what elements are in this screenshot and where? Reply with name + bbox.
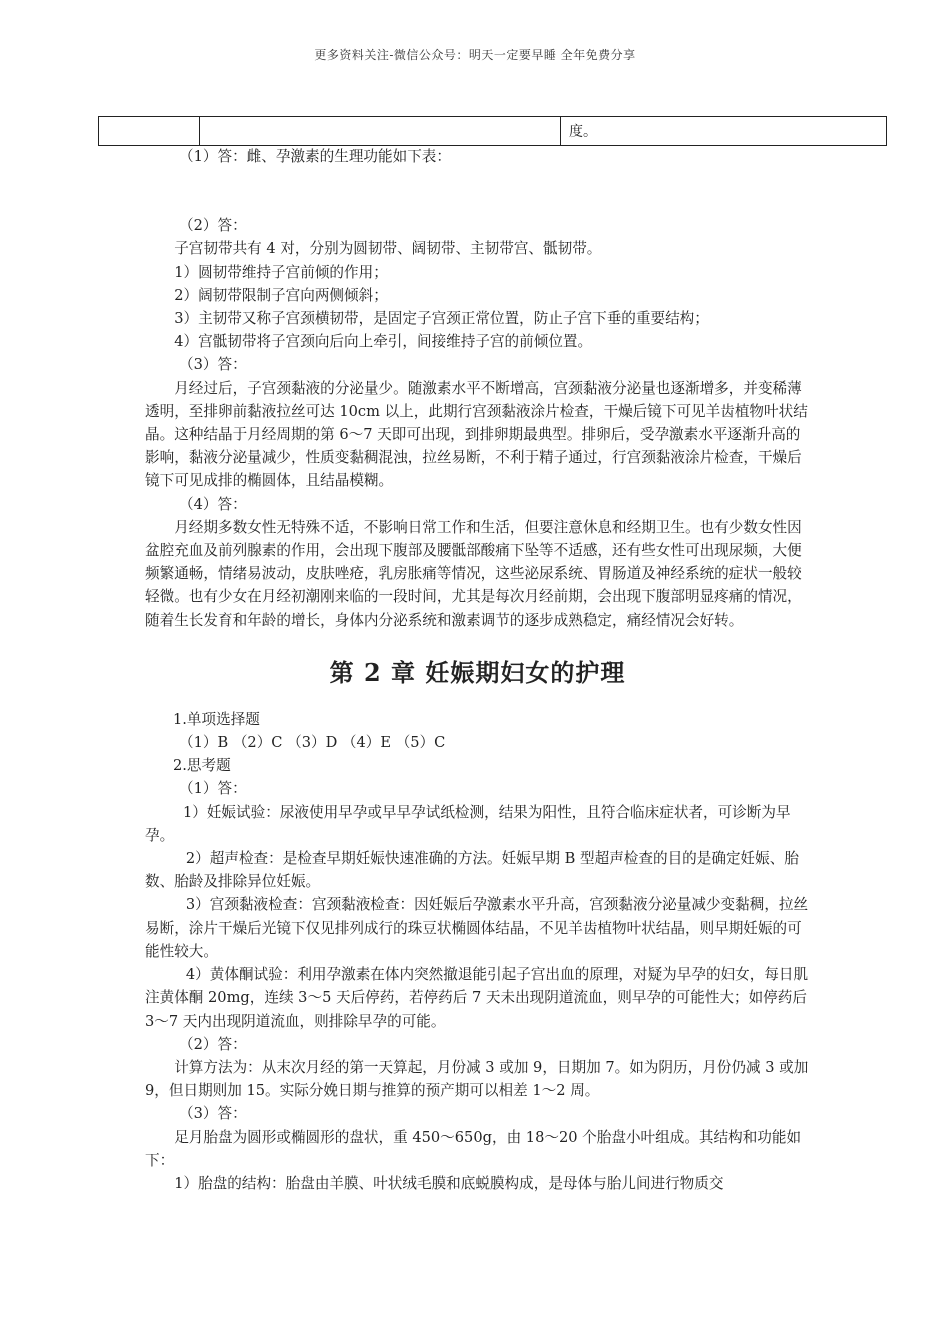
answer-line: （1）B （2）C （3）D （4）E （5）C — [179, 734, 446, 752]
document-body — [145, 145, 810, 1195]
answer-label: （3）答： — [179, 1105, 247, 1123]
section-heading: 1.单项选择题 — [173, 710, 260, 728]
paragraph: 足月胎盘为圆形或椭圆形的盘状，重 450～650g，由 18～20 个胎盘小叶组成。其结构和功能如下： — [145, 1128, 802, 1169]
answer-label: （2）答： — [179, 217, 247, 235]
list-item: 4）宫骶韧带将子宫颈向后向上牵引，间接维持子宫的前倾位置。 — [174, 333, 593, 351]
table-cell-3: 度。 — [561, 117, 887, 146]
list-item: 2）阔韧带限制子宫向两侧倾斜； — [174, 286, 388, 304]
table-cell-1 — [99, 117, 200, 146]
answer-label: （4）答： — [179, 495, 247, 513]
paragraph: 月经过后，子宫颈黏液的分泌量少。随激素水平不断增高，宫颈黏液分泌量也逐渐增多，并变稀薄透明，至排卵前黏液拉丝可达 10cm 以上，此期行宫颈黏液涂片检查，干燥后镜下可见羊齿植物叶状结晶。这种结晶于月经周期的第 6～7 天即可出现，到排卵期最典型。排卵后，受孕激素水平逐渐升高的影响，黏液分泌量减少，性质变黏稠混浊，拉丝易断，不利于精子通过，行宫颈黏液涂片检查，干燥后镜下可见成排的椭圆体，且结晶模糊。 — [145, 379, 808, 490]
paragraph: 4）黄体酮试验：利用孕激素在体内突然撤退能引起子宫出血的原理，对疑为早孕的妇女，每日肌注黄体酮 20mg，连续 3～5 天后停药，若停药后 7 天未出现阴道流血，则早孕的可能性大；如停药后 3～7 天内出现阴道流血，则排除早孕的可能。 — [145, 966, 809, 1030]
paragraph: 月经期多数女性无特殊不适，不影响日常工作和生活，但要注意休息和经期卫生。也有少数女性因盆腔充血及前列腺素的作用，会出现下腹部及腰骶部酸痛下坠等不适感，还有些女性可出现尿频，大便频繁通畅，情绪易波动，皮肤唑疮，乳房胀痛等情况，这些泌尿系统、胃肠道及神经系统的症状一般较轻微。也有少女在月经初潮刚来临的一段时间，尤其是每次月经前期，会出现下腹部明显疼痛的情况，随着生长发育和年龄的增长，身体内分泌系统和激素调节的逐步成熟稳定，痛经情况会好转。 — [145, 518, 802, 629]
section-heading: 2.思考题 — [173, 757, 231, 775]
paragraph: 1）妊娠试验：尿液使用早孕或早早孕试纸检测，结果为阳性，且符合临床症状者，可诊断为早孕。 — [145, 803, 791, 844]
list-item: 1）圆韧带维持子宫前倾的作用； — [174, 263, 388, 281]
answer-label: （1）答： — [179, 780, 247, 798]
answer-label: （2）答： — [179, 1035, 247, 1053]
paragraph: 2）超声检查：是检查早期妊娠快速准确的方法。妊娠早期 B 型超声检查的目的是确定妊娠、胎数、胎龄及排除异位妊娠。 — [145, 850, 799, 891]
list-item: 3）主韧带又称子宫颈横韧带，是固定子宫颈正常位置，防止子宫下垂的重要结构； — [174, 310, 709, 328]
page-header: 更多资料关注-微信公众号：明天一定要早睡 全年免费分享 — [314, 48, 636, 62]
blank-space — [145, 168, 810, 214]
answer-label: （3）答： — [179, 356, 247, 374]
paragraph: 3）宫颈黏液检查：宫颈黏液检查：因妊娠后孕激素水平升高，宫颈黏液分泌量减少变黏稠，拉丝易断，涂片干燥后光镜下仅见排列成行的珠豆状椭圆体结晶，不见羊齿植物叶状结晶，则早期妊娠的可能性较大。 — [145, 896, 809, 960]
table-cell-2 — [200, 117, 561, 146]
paragraph: 计算方法为：从末次月经的第一天算起，月份减 3 或加 9，日期加 7。如为阴历，月份仍减 3 或加 9，但日期则加 15。实际分娩日期与推算的预产期可以相差 1～2 周。 — [145, 1058, 809, 1100]
answer-label: （1）答：雌、孕激素的生理功能如下表： — [179, 148, 451, 165]
paragraph: 子宫韧带共有 4 对，分别为圆韧带、阔韧带、主韧带宫、骶韧带。 — [174, 240, 602, 258]
chapter-title: 第 2 章 妊娠期妇女的护理 — [329, 657, 626, 687]
table-row — [99, 117, 887, 146]
paragraph: 1）胎盘的结构：胎盘由羊膜、叶状绒毛膜和底蜕膜构成，是母体与胎儿间进行物质交 — [174, 1174, 724, 1192]
continued-table — [98, 116, 887, 146]
